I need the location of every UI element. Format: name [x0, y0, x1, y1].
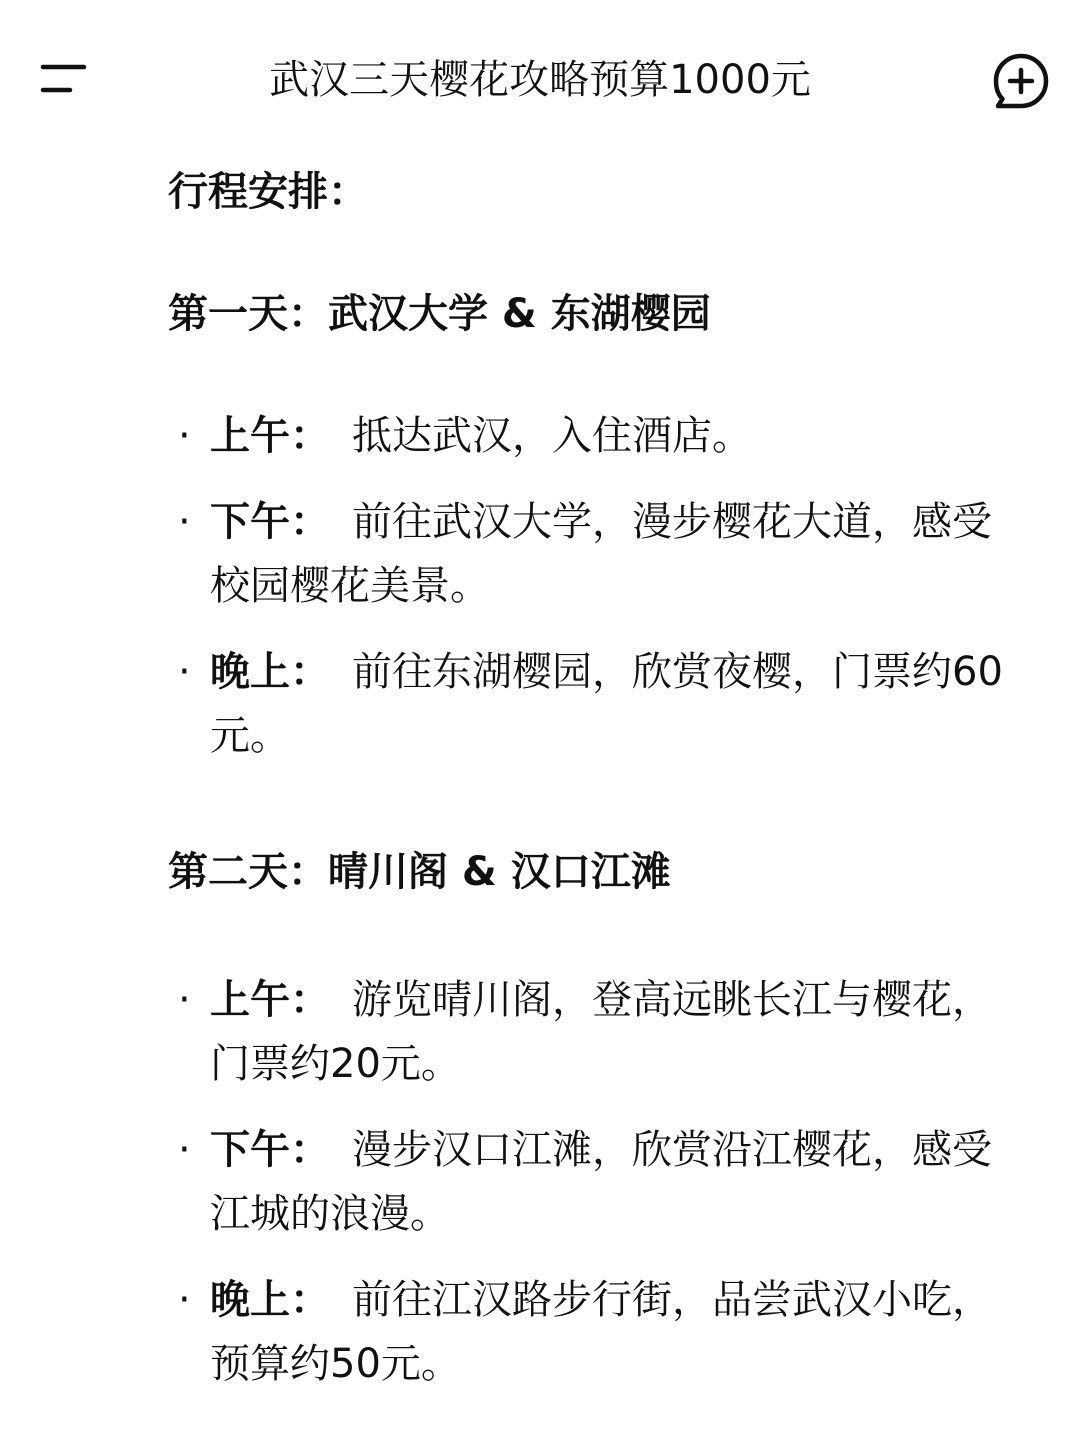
menu-icon	[30, 50, 94, 110]
list-item	[168, 640, 1008, 768]
item-text: 前往东湖樱园，欣赏夜樱，门票约60元。	[210, 649, 1003, 759]
plan-heading: 行程安排：	[168, 169, 368, 215]
time-label: 下午：	[210, 1127, 330, 1173]
time-label: 晚上：	[210, 1277, 330, 1323]
day1-heading: 第一天：武汉大学 & 东湖樱园	[168, 291, 711, 337]
new-chat-button[interactable]	[988, 48, 1054, 114]
top-bar	[0, 0, 1080, 160]
list-item	[168, 404, 1008, 468]
item-text: 抵达武汉，入住酒店。	[352, 413, 752, 459]
item-text: 前往江汉路步行街，品尝武汉小吃，预算约50元。	[210, 1277, 992, 1387]
bullet-dot: ·	[178, 499, 191, 545]
bullet-dot: ·	[178, 1127, 191, 1173]
time-label: 上午：	[210, 413, 330, 459]
bullet-dot: ·	[178, 413, 191, 459]
page-title: 武汉三天樱花攻略预算1000元	[269, 57, 811, 103]
day1-list	[168, 404, 1008, 768]
bullet-dot: ·	[178, 649, 191, 695]
time-label: 上午：	[210, 977, 330, 1023]
item-text: 前往武汉大学，漫步樱花大道，感受校园樱花美景。	[210, 499, 992, 609]
time-label: 下午：	[210, 499, 330, 545]
item-text: 游览晴川阁，登高远眺长江与樱花，门票约20元。	[210, 977, 992, 1087]
day2-list	[168, 968, 1008, 1396]
item-text: 漫步汉口江滩，欣赏沿江樱花，感受江城的浪漫。	[210, 1127, 992, 1237]
list-item	[168, 968, 1008, 1096]
time-label: 晚上：	[210, 649, 330, 695]
list-item	[168, 1118, 1008, 1246]
bullet-dot: ·	[178, 977, 191, 1023]
menu-button[interactable]	[30, 50, 94, 110]
new-chat-icon	[988, 48, 1054, 114]
list-item	[168, 490, 1008, 618]
day2-heading: 第二天：晴川阁 & 汉口江滩	[168, 849, 671, 895]
message-content	[168, 160, 1008, 1418]
bullet-dot: ·	[178, 1277, 191, 1323]
list-item	[168, 1268, 1008, 1396]
